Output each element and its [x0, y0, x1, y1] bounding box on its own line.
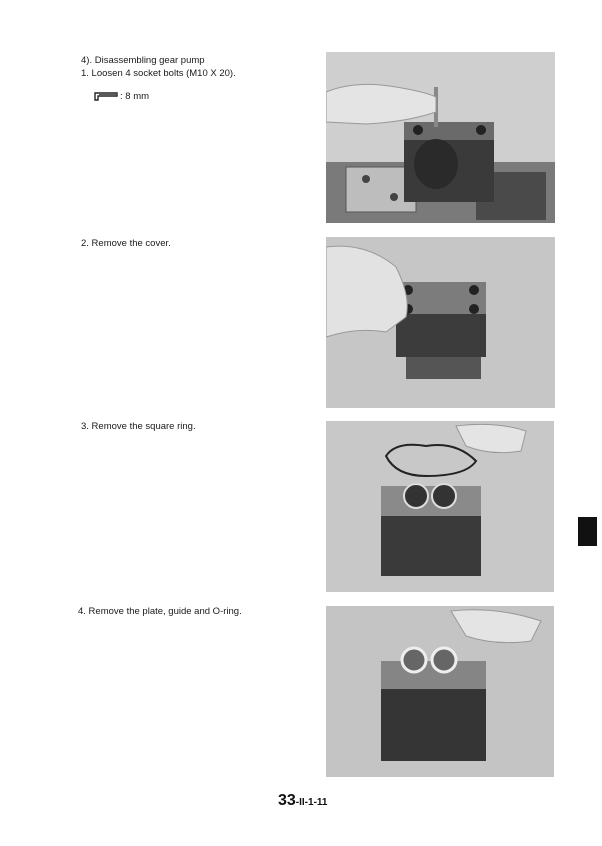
section-title: 4). Disassembling gear pump	[81, 55, 205, 66]
step-1-text: 1. Loosen 4 socket bolts (M10 X 20).	[81, 68, 236, 79]
section-tab-marker	[578, 517, 597, 546]
photo-remove-square-ring	[326, 421, 554, 592]
photo-loosen-bolts	[326, 52, 555, 223]
photo-remove-cover	[326, 237, 555, 408]
step-3-text: 3. Remove the square ring.	[81, 421, 196, 432]
tool-spec-text: : 8 mm	[120, 91, 150, 102]
step-4-text: 4. Remove the plate, guide and O-ring.	[78, 606, 242, 617]
step-2-text: 2. Remove the cover.	[81, 238, 171, 249]
hex-wrench-icon	[91, 90, 121, 102]
page-number-suffix: -II-1-11	[295, 797, 328, 808]
page-number-main: 33	[278, 792, 296, 809]
page-number	[278, 792, 327, 810]
photo-remove-plate	[326, 606, 554, 777]
